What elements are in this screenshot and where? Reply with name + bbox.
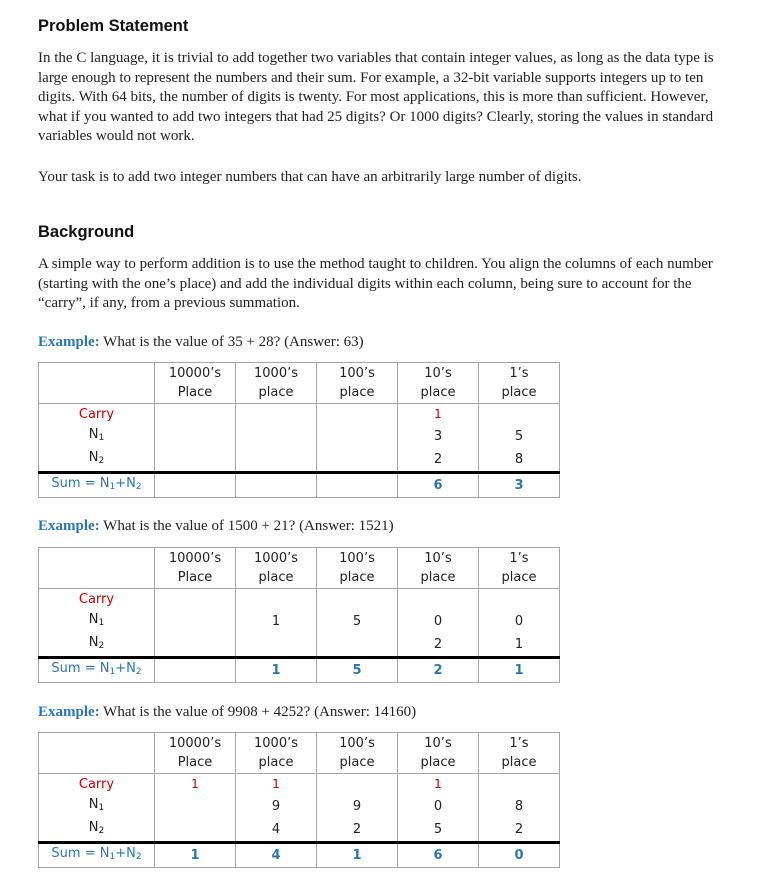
- n1-digit: [479, 610, 560, 633]
- header-corner: [39, 733, 155, 774]
- subscript: 2: [98, 641, 105, 651]
- n2-row-label: [39, 448, 155, 473]
- n2-value: 2: [352, 821, 362, 837]
- n1-value: 8: [514, 798, 524, 814]
- n2-label: N: [88, 820, 99, 835]
- sum-label-prefix: Sum = N: [51, 846, 110, 861]
- sum-value: 1: [271, 662, 281, 678]
- carry-label: Carry: [78, 776, 115, 792]
- n2-digit: [317, 818, 398, 843]
- place-word: place: [258, 385, 294, 400]
- example-question: What is the value of 1500 + 21? (Answer: 1521): [103, 518, 394, 534]
- place-header: [155, 733, 236, 774]
- carry-digit: [236, 774, 317, 796]
- sum-digit: [479, 843, 560, 868]
- place-word: place: [420, 755, 456, 770]
- sum-row: [39, 843, 560, 868]
- sum-digit: [236, 843, 317, 868]
- place-header: [398, 363, 479, 404]
- sum-digit: [317, 658, 398, 683]
- place-word: place: [501, 755, 537, 770]
- sum-value: 4: [271, 847, 281, 863]
- n2-value: 8: [514, 451, 524, 467]
- n2-value: 2: [433, 451, 443, 467]
- sum-label: [51, 846, 141, 861]
- place-header: [317, 363, 398, 404]
- place-word: place: [339, 755, 375, 770]
- carry-row: [39, 589, 560, 611]
- n2-row-label: [39, 633, 155, 658]
- subscript: 2: [98, 456, 105, 466]
- place-word: place: [339, 570, 375, 585]
- example-2-table: [38, 547, 560, 683]
- n2-value: 1: [514, 636, 524, 652]
- example-question: What is the value of 35 + 28? (Answer: 63): [103, 334, 364, 350]
- n1-digit: [317, 795, 398, 818]
- n1-digit: [479, 795, 560, 818]
- subscript: 1: [98, 618, 105, 628]
- place-word: Place: [177, 570, 213, 585]
- n2-digit: [236, 818, 317, 843]
- place-header: [479, 363, 560, 404]
- place-name: 100’s: [339, 736, 375, 751]
- carry-label: Carry: [78, 406, 115, 422]
- sum-digit: [317, 843, 398, 868]
- place-word: Place: [177, 755, 213, 770]
- place-word: place: [258, 570, 294, 585]
- place-header: [236, 548, 317, 589]
- sum-digit: [155, 473, 236, 498]
- place-name: 1000’s: [254, 736, 298, 751]
- place-name: 10000’s: [168, 736, 222, 751]
- place-word: place: [258, 755, 294, 770]
- n2-digit: [479, 448, 560, 473]
- subscript: 2: [135, 852, 142, 862]
- sum-digit: [479, 473, 560, 498]
- sum-digit: [317, 473, 398, 498]
- sum-value: 6: [433, 477, 443, 493]
- example-1-caption: [38, 334, 364, 351]
- sum-label: [51, 476, 141, 491]
- n2-row: [39, 818, 560, 843]
- n1-digit: [155, 610, 236, 633]
- n2-digit: [398, 818, 479, 843]
- example-2-caption: [38, 518, 394, 535]
- place-name: 1’s: [509, 366, 529, 381]
- subscript: 1: [109, 852, 116, 862]
- place-name: 1’s: [509, 551, 529, 566]
- place-header: [398, 548, 479, 589]
- place-name: 100’s: [339, 551, 375, 566]
- n1-value: 0: [433, 798, 443, 814]
- sum-value: 5: [352, 662, 362, 678]
- carry-digit: [479, 589, 560, 611]
- sum-digit: [479, 658, 560, 683]
- n1-value: 9: [352, 798, 362, 814]
- sum-value: 6: [433, 847, 443, 863]
- n1-row-label: [39, 795, 155, 818]
- sum-digit: [398, 473, 479, 498]
- place-header: [236, 733, 317, 774]
- example-1-table: [38, 362, 560, 498]
- place-header: [398, 733, 479, 774]
- n2-digit: [398, 633, 479, 658]
- carry-row: [39, 404, 560, 426]
- place-name: 1000’s: [254, 366, 298, 381]
- carry-digit: [155, 404, 236, 426]
- carry-row-label: [39, 589, 155, 611]
- n2-value: 2: [514, 821, 524, 837]
- n1-value: 0: [433, 613, 443, 629]
- place-word: place: [420, 385, 456, 400]
- n1-digit: [236, 795, 317, 818]
- n1-digit: [479, 425, 560, 448]
- place-name: 100’s: [339, 366, 375, 381]
- n1-digit: [317, 425, 398, 448]
- subscript: 1: [109, 667, 116, 677]
- n2-value: 5: [433, 821, 443, 837]
- sum-row-label: [39, 843, 155, 868]
- n1-value: 5: [514, 428, 524, 444]
- place-name: 10’s: [424, 551, 452, 566]
- carry-digit: [317, 404, 398, 426]
- n2-row: [39, 633, 560, 658]
- carry-value: 1: [434, 407, 442, 421]
- place-header: [317, 733, 398, 774]
- header-row: [39, 733, 560, 774]
- carry-digit: [236, 404, 317, 426]
- sum-row-label: [39, 473, 155, 498]
- sum-digit: [398, 658, 479, 683]
- place-name: 10000’s: [168, 551, 222, 566]
- n1-value: 0: [514, 613, 524, 629]
- sum-value: 1: [352, 847, 362, 863]
- n1-row: [39, 610, 560, 633]
- n1-label: N: [88, 612, 99, 627]
- place-header: [155, 363, 236, 404]
- problem-paragraph-2: Your task is to add two integer numbers that can have an arbitrarily large number of digits.: [38, 169, 582, 185]
- place-header: [236, 363, 317, 404]
- place-header: [479, 548, 560, 589]
- carry-value: 1: [272, 777, 280, 791]
- place-word: place: [420, 570, 456, 585]
- n1-value: 1: [271, 613, 281, 629]
- n1-row-label: [39, 610, 155, 633]
- sum-label-prefix: Sum = N: [51, 661, 110, 676]
- subscript: 2: [135, 482, 142, 492]
- n1-row: [39, 795, 560, 818]
- n1-digit: [317, 610, 398, 633]
- n1-digit: [155, 795, 236, 818]
- n1-label: N: [88, 427, 99, 442]
- n1-digit: [398, 795, 479, 818]
- n2-digit: [317, 448, 398, 473]
- n2-digit: [155, 448, 236, 473]
- place-word: Place: [177, 385, 213, 400]
- n2-digit: [398, 448, 479, 473]
- carry-digit: [317, 774, 398, 796]
- n1-digit: [398, 425, 479, 448]
- carry-digit: [479, 404, 560, 426]
- place-word: place: [501, 385, 537, 400]
- n1-value: 5: [352, 613, 362, 629]
- subscript: 1: [98, 803, 105, 813]
- place-name: 10’s: [424, 366, 452, 381]
- n1-label: N: [88, 797, 99, 812]
- example-label: Example:: [38, 334, 100, 350]
- carry-digit: [398, 589, 479, 611]
- problem-paragraph-1: In the C language, it is trivial to add together two variables that contain integer values, as long as the data type is large enough to represent the numbers and their sum. For example, a 32-bit variable supports integers up to ten digits. With 64 bits, the number of digits is twenty. For most applications, this is more than sufficient. However, what if you wanted to add two integers that had 25 digits? Or 1000 digits? Clearly, storing the values in standard variables would not work.: [38, 50, 714, 144]
- example-question: What is the value of 9908 + 4252? (Answer: 14160): [103, 704, 417, 720]
- carry-value: 1: [191, 777, 199, 791]
- n1-row: [39, 425, 560, 448]
- n1-row-label: [39, 425, 155, 448]
- header-row: [39, 548, 560, 589]
- n2-value: 2: [433, 636, 443, 652]
- n1-digit: [155, 425, 236, 448]
- carry-digit: [155, 774, 236, 796]
- n2-digit: [155, 633, 236, 658]
- n1-digit: [236, 610, 317, 633]
- sum-digit: [236, 473, 317, 498]
- n2-digit: [479, 818, 560, 843]
- place-header: [317, 548, 398, 589]
- sum-value: 3: [514, 477, 524, 493]
- carry-digit: [317, 589, 398, 611]
- sum-value: 1: [190, 847, 200, 863]
- sum-value: 1: [514, 662, 524, 678]
- example-label: Example:: [38, 518, 100, 534]
- header-row: [39, 363, 560, 404]
- example-3-caption: [38, 704, 416, 721]
- place-name: 10’s: [424, 736, 452, 751]
- place-header: [155, 548, 236, 589]
- carry-digit: [398, 404, 479, 426]
- n2-digit: [479, 633, 560, 658]
- n2-digit: [317, 633, 398, 658]
- example-3-table: [38, 732, 560, 868]
- carry-row-label: [39, 404, 155, 426]
- carry-digit: [479, 774, 560, 796]
- place-name: 10000’s: [168, 366, 222, 381]
- sum-value: 0: [514, 847, 524, 863]
- n2-digit: [155, 818, 236, 843]
- sum-label-prefix: Sum = N: [51, 476, 110, 491]
- n2-label: N: [88, 635, 99, 650]
- subscript: 2: [135, 667, 142, 677]
- sum-label-mid: +N: [115, 661, 136, 676]
- n1-value: 9: [271, 798, 281, 814]
- sum-value: 2: [433, 662, 443, 678]
- subscript: 1: [109, 482, 116, 492]
- carry-row-label: [39, 774, 155, 796]
- sum-digit: [398, 843, 479, 868]
- n2-value: 4: [271, 821, 281, 837]
- n2-digit: [236, 448, 317, 473]
- n1-digit: [398, 610, 479, 633]
- subscript: 2: [98, 826, 105, 836]
- sum-label-mid: +N: [115, 846, 136, 861]
- sum-row: [39, 658, 560, 683]
- example-label: Example:: [38, 704, 100, 720]
- carry-digit: [398, 774, 479, 796]
- sum-label: [51, 661, 141, 676]
- n2-row-label: [39, 818, 155, 843]
- place-header: [479, 733, 560, 774]
- carry-label: Carry: [78, 591, 115, 607]
- header-corner: [39, 548, 155, 589]
- sum-digit: [236, 658, 317, 683]
- n2-digit: [236, 633, 317, 658]
- header-corner: [39, 363, 155, 404]
- place-name: 1’s: [509, 736, 529, 751]
- subscript: 1: [98, 433, 105, 443]
- sum-row-label: [39, 658, 155, 683]
- sum-digit: [155, 843, 236, 868]
- carry-value: 1: [434, 777, 442, 791]
- n2-row: [39, 448, 560, 473]
- place-word: place: [339, 385, 375, 400]
- n2-label: N: [88, 450, 99, 465]
- sum-label-mid: +N: [115, 476, 136, 491]
- sum-row: [39, 473, 560, 498]
- carry-digit: [155, 589, 236, 611]
- background-paragraph: A simple way to perform addition is to use the method taught to children. You align the columns of each number (starting with the one’s place) and add the individual digits within each column, being sure to account for the “carry”, if any, from a previous summation.: [38, 256, 713, 311]
- n1-value: 3: [433, 428, 443, 444]
- place-word: place: [501, 570, 537, 585]
- carry-digit: [236, 589, 317, 611]
- problem-statement-heading: Problem Statement: [38, 17, 189, 35]
- carry-row: [39, 774, 560, 796]
- place-name: 1000’s: [254, 551, 298, 566]
- n1-digit: [236, 425, 317, 448]
- sum-digit: [155, 658, 236, 683]
- background-heading: Background: [38, 223, 135, 241]
